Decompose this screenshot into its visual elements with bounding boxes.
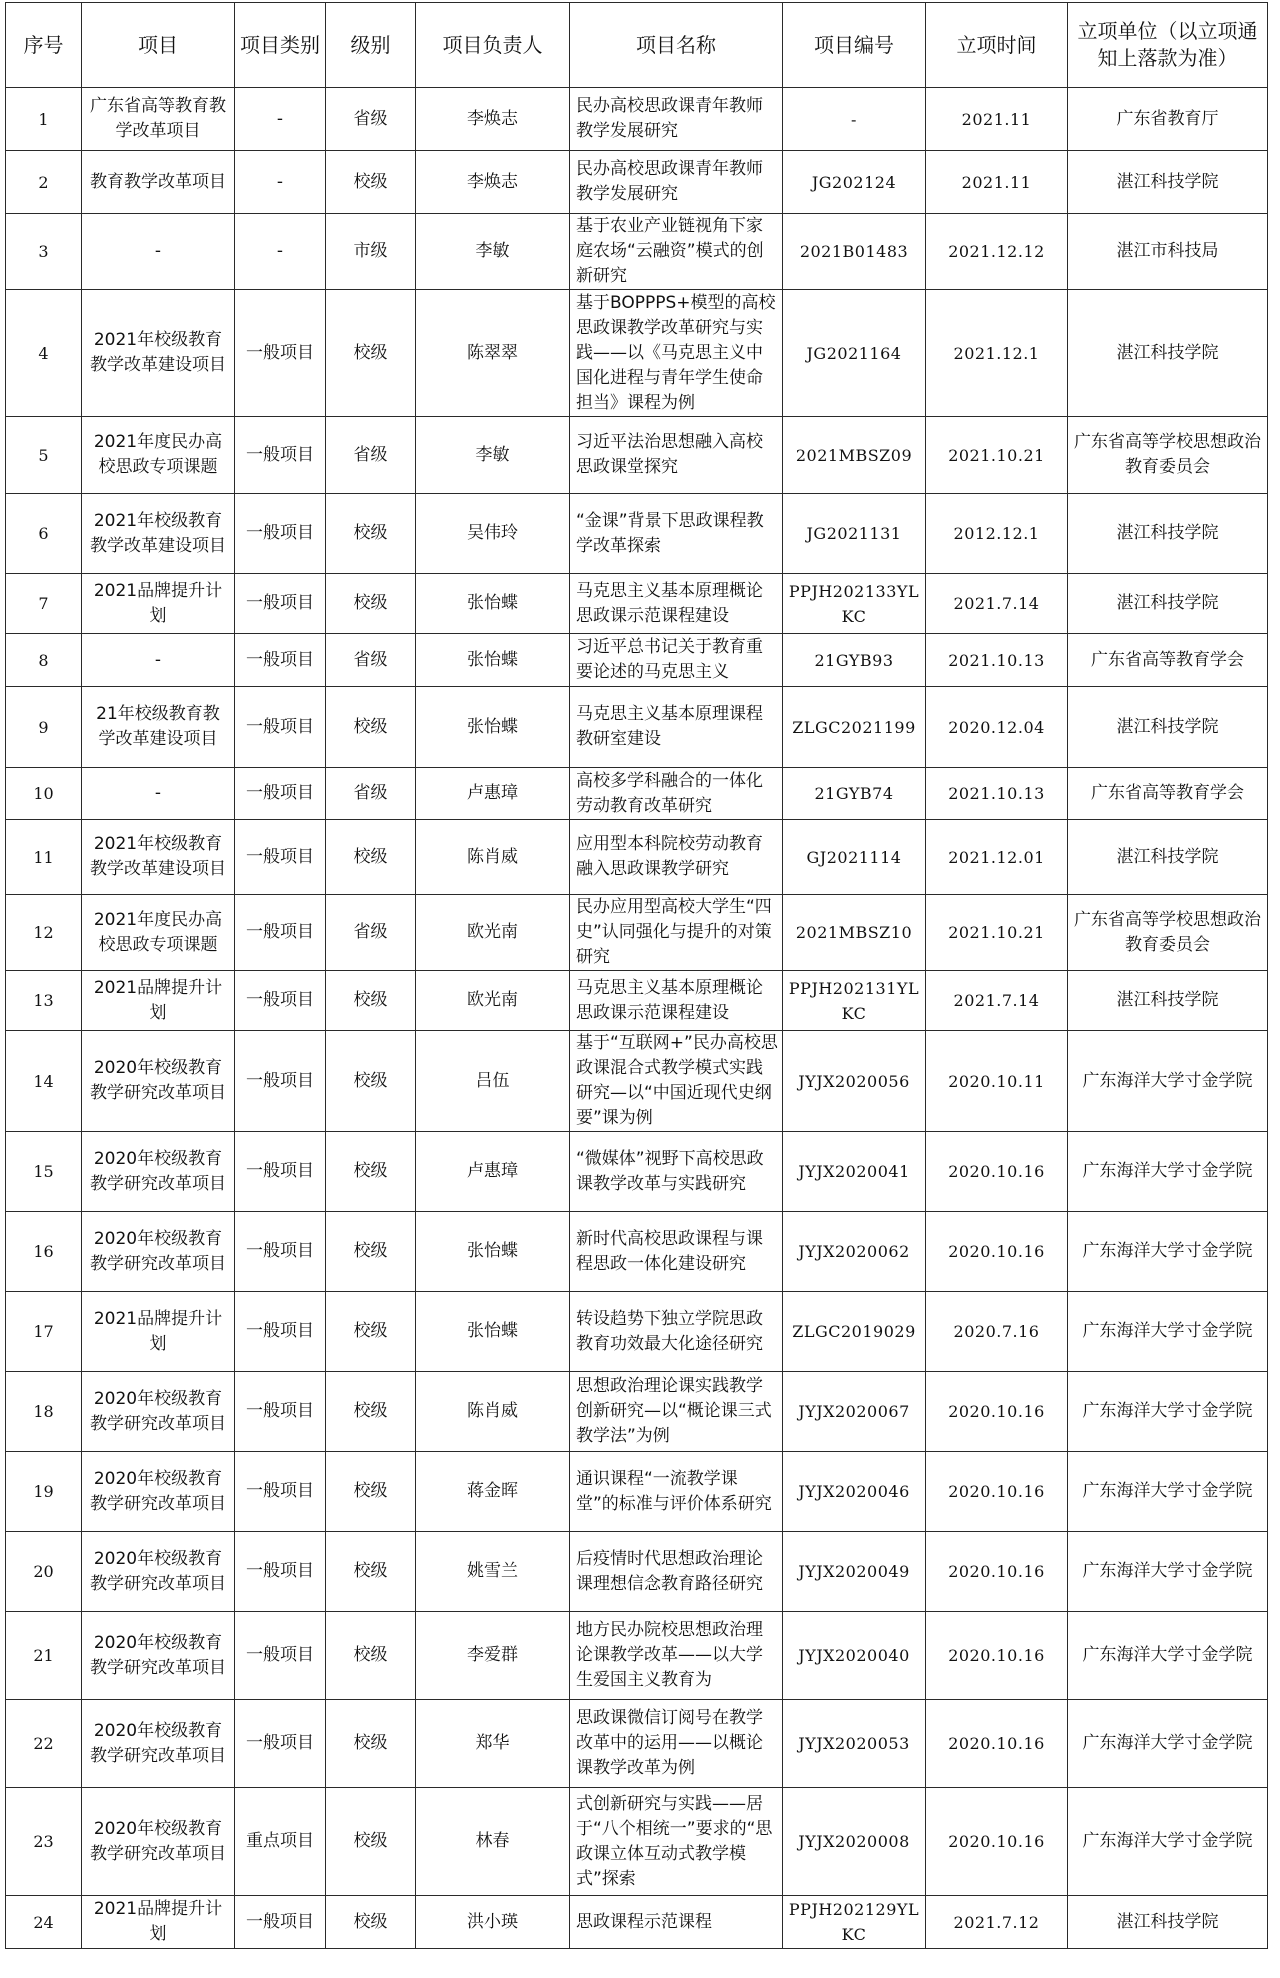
header-level: 级别	[326, 3, 416, 88]
table-row	[6, 290, 1268, 417]
cell-seq: 13	[6, 971, 82, 1031]
cell-category: -	[235, 88, 326, 151]
cell-code: -	[783, 88, 926, 151]
cell-date: 2021.11	[926, 151, 1068, 214]
cell-leader: 陈翠翠	[416, 290, 570, 417]
cell-project: -	[82, 768, 235, 820]
cell-level: 市级	[326, 214, 416, 290]
cell-name: 基于BOPPPS+模型的高校思政课教学改革研究与实践——以《马克思主义中国化进程与青年学生使命担当》课程为例	[570, 290, 783, 417]
table-row	[6, 971, 1268, 1031]
cell-leader: 郑华	[416, 1700, 570, 1788]
header-name: 项目名称	[570, 3, 783, 88]
cell-category: 一般项目	[235, 1212, 326, 1292]
cell-code: JYJX2020008	[783, 1788, 926, 1896]
cell-unit: 广东海洋大学寸金学院	[1068, 1212, 1268, 1292]
cell-unit: 湛江科技学院	[1068, 574, 1268, 634]
cell-date: 2021.10.13	[926, 768, 1068, 820]
header-code: 项目编号	[783, 3, 926, 88]
cell-level: 省级	[326, 88, 416, 151]
cell-seq: 4	[6, 290, 82, 417]
cell-date: 2020.10.16	[926, 1132, 1068, 1212]
cell-unit: 广东省高等学校思想政治教育委员会	[1068, 895, 1268, 971]
cell-code: PPJH202133YLKC	[783, 574, 926, 634]
cell-category: 一般项目	[235, 290, 326, 417]
header-leader: 项目负责人	[416, 3, 570, 88]
cell-leader: 蒋金晖	[416, 1452, 570, 1532]
cell-code: ZLGC2021199	[783, 687, 926, 768]
cell-name: 民办高校思政课青年教师教学发展研究	[570, 151, 783, 214]
cell-leader: 吕伍	[416, 1031, 570, 1132]
table-row	[6, 1612, 1268, 1700]
cell-unit: 广东海洋大学寸金学院	[1068, 1372, 1268, 1452]
cell-project: 2021年校级教育教学改革建设项目	[82, 290, 235, 417]
cell-category: 一般项目	[235, 895, 326, 971]
cell-unit: 广东海洋大学寸金学院	[1068, 1788, 1268, 1896]
cell-unit: 湛江科技学院	[1068, 687, 1268, 768]
cell-code: JYJX2020053	[783, 1700, 926, 1788]
table-row	[6, 687, 1268, 768]
cell-unit: 广东省高等教育学会	[1068, 768, 1268, 820]
cell-date: 2012.12.1	[926, 494, 1068, 574]
table-row	[6, 1700, 1268, 1788]
cell-name: 转设趋势下独立学院思政教育功效最大化途径研究	[570, 1292, 783, 1372]
cell-project: 2021年度民办高校思政专项课题	[82, 895, 235, 971]
cell-date: 2020.10.16	[926, 1788, 1068, 1896]
cell-name: 思政课程示范课程	[570, 1896, 783, 1949]
table-row	[6, 1132, 1268, 1212]
cell-code: JYJX2020049	[783, 1532, 926, 1612]
cell-date: 2020.10.16	[926, 1700, 1068, 1788]
cell-seq: 16	[6, 1212, 82, 1292]
cell-name: “金课”背景下思政课程教学改革探索	[570, 494, 783, 574]
cell-seq: 11	[6, 820, 82, 895]
cell-date: 2020.10.11	[926, 1031, 1068, 1132]
cell-project: 2020年校级教育教学研究改革项目	[82, 1031, 235, 1132]
cell-category: 一般项目	[235, 1132, 326, 1212]
cell-project: 2021年校级教育教学改革建设项目	[82, 494, 235, 574]
cell-leader: 张怡蝶	[416, 574, 570, 634]
cell-name: 习近平总书记关于教育重要论述的马克思主义	[570, 634, 783, 687]
cell-name: 思想政治理论课实践教学创新研究—以“概论课三式教学法”为例	[570, 1372, 783, 1452]
cell-level: 校级	[326, 971, 416, 1031]
cell-unit: 广东海洋大学寸金学院	[1068, 1132, 1268, 1212]
cell-seq: 1	[6, 88, 82, 151]
cell-project: 2021品牌提升计划	[82, 1896, 235, 1949]
table-row	[6, 88, 1268, 151]
cell-category: 一般项目	[235, 768, 326, 820]
cell-level: 校级	[326, 1132, 416, 1212]
header-category: 项目类别	[235, 3, 326, 88]
cell-code: JYJX2020041	[783, 1132, 926, 1212]
cell-seq: 18	[6, 1372, 82, 1452]
cell-code: JG2021131	[783, 494, 926, 574]
cell-category: 一般项目	[235, 417, 326, 494]
cell-seq: 21	[6, 1612, 82, 1700]
cell-seq: 6	[6, 494, 82, 574]
header-project: 项目	[82, 3, 235, 88]
cell-seq: 20	[6, 1532, 82, 1612]
cell-seq: 14	[6, 1031, 82, 1132]
table-row	[6, 1452, 1268, 1532]
cell-date: 2021.10.21	[926, 417, 1068, 494]
table-row	[6, 494, 1268, 574]
cell-unit: 湛江科技学院	[1068, 290, 1268, 417]
cell-name: 马克思主义基本原理课程教研室建设	[570, 687, 783, 768]
cell-unit: 广东省教育厅	[1068, 88, 1268, 151]
cell-level: 校级	[326, 1788, 416, 1896]
cell-unit: 广东海洋大学寸金学院	[1068, 1532, 1268, 1612]
cell-name: 通识课程“一流教学课堂”的标准与评价体系研究	[570, 1452, 783, 1532]
cell-level: 校级	[326, 687, 416, 768]
cell-name: 习近平法治思想融入高校思政课堂探究	[570, 417, 783, 494]
table-row	[6, 1532, 1268, 1612]
cell-level: 校级	[326, 151, 416, 214]
cell-category: 一般项目	[235, 1896, 326, 1949]
cell-category: 一般项目	[235, 634, 326, 687]
cell-date: 2021.10.13	[926, 634, 1068, 687]
cell-leader: 吴伟玲	[416, 494, 570, 574]
cell-project: 2020年校级教育教学研究改革项目	[82, 1372, 235, 1452]
cell-level: 省级	[326, 417, 416, 494]
cell-project: 2020年校级教育教学研究改革项目	[82, 1612, 235, 1700]
table-row	[6, 1788, 1268, 1896]
cell-code: JYJX2020056	[783, 1031, 926, 1132]
cell-level: 校级	[326, 1700, 416, 1788]
cell-level: 省级	[326, 768, 416, 820]
cell-category: -	[235, 214, 326, 290]
cell-unit: 湛江市科技局	[1068, 214, 1268, 290]
cell-name: 马克思主义基本原理概论思政课示范课程建设	[570, 971, 783, 1031]
cell-seq: 17	[6, 1292, 82, 1372]
cell-code: JYJX2020040	[783, 1612, 926, 1700]
cell-leader: 李焕志	[416, 151, 570, 214]
cell-seq: 10	[6, 768, 82, 820]
cell-category: 一般项目	[235, 494, 326, 574]
cell-leader: 张怡蝶	[416, 634, 570, 687]
cell-level: 校级	[326, 1452, 416, 1532]
project-list-sheet	[5, 2, 1267, 1949]
cell-category: -	[235, 151, 326, 214]
cell-date: 2021.7.12	[926, 1896, 1068, 1949]
cell-seq: 3	[6, 214, 82, 290]
cell-code: 2021B01483	[783, 214, 926, 290]
cell-date: 2020.10.16	[926, 1212, 1068, 1292]
cell-seq: 22	[6, 1700, 82, 1788]
cell-code: JYJX2020046	[783, 1452, 926, 1532]
cell-unit: 广东海洋大学寸金学院	[1068, 1031, 1268, 1132]
cell-seq: 12	[6, 895, 82, 971]
table-row	[6, 417, 1268, 494]
cell-date: 2020.10.16	[926, 1612, 1068, 1700]
cell-name: 新时代高校思政课程与课程思政一体化建设研究	[570, 1212, 783, 1292]
cell-level: 省级	[326, 895, 416, 971]
cell-date: 2021.10.21	[926, 895, 1068, 971]
cell-level: 校级	[326, 1612, 416, 1700]
cell-date: 2021.12.01	[926, 820, 1068, 895]
cell-code: 2021MBSZ10	[783, 895, 926, 971]
cell-leader: 张怡蝶	[416, 1212, 570, 1292]
cell-category: 一般项目	[235, 1372, 326, 1452]
cell-name: 民办应用型高校大学生“四史”认同强化与提升的对策研究	[570, 895, 783, 971]
cell-code: JG2021164	[783, 290, 926, 417]
cell-date: 2020.7.16	[926, 1292, 1068, 1372]
cell-unit: 广东省高等学校思想政治教育委员会	[1068, 417, 1268, 494]
cell-unit: 湛江科技学院	[1068, 151, 1268, 214]
cell-category: 一般项目	[235, 687, 326, 768]
cell-seq: 19	[6, 1452, 82, 1532]
cell-unit: 湛江科技学院	[1068, 1896, 1268, 1949]
cell-leader: 欧光南	[416, 971, 570, 1031]
cell-level: 校级	[326, 1292, 416, 1372]
cell-project: -	[82, 634, 235, 687]
table-row	[6, 1372, 1268, 1452]
cell-date: 2021.7.14	[926, 574, 1068, 634]
cell-date: 2021.11	[926, 88, 1068, 151]
cell-date: 2021.12.12	[926, 214, 1068, 290]
cell-project: 2021品牌提升计划	[82, 1292, 235, 1372]
cell-date: 2021.7.14	[926, 971, 1068, 1031]
cell-name: 思政课微信订阅号在教学改革中的运用——以概论课教学改革为例	[570, 1700, 783, 1788]
cell-leader: 张怡蝶	[416, 687, 570, 768]
cell-leader: 卢惠璋	[416, 768, 570, 820]
cell-leader: 林春	[416, 1788, 570, 1896]
cell-category: 一般项目	[235, 1292, 326, 1372]
cell-leader: 欧光南	[416, 895, 570, 971]
cell-unit: 广东海洋大学寸金学院	[1068, 1700, 1268, 1788]
table-row	[6, 895, 1268, 971]
cell-level: 省级	[326, 634, 416, 687]
cell-unit: 广东省高等教育学会	[1068, 634, 1268, 687]
cell-level: 校级	[326, 574, 416, 634]
cell-level: 校级	[326, 1896, 416, 1949]
cell-name: 基于“互联网+”民办高校思政课混合式教学模式实践研究—以“中国近现代史纲要”课为例	[570, 1031, 783, 1132]
cell-category: 一般项目	[235, 1612, 326, 1700]
cell-unit: 湛江科技学院	[1068, 971, 1268, 1031]
cell-code: 21GYB93	[783, 634, 926, 687]
header-row	[6, 3, 1268, 88]
cell-project: 2021品牌提升计划	[82, 574, 235, 634]
table-row	[6, 768, 1268, 820]
cell-code: JYJX2020067	[783, 1372, 926, 1452]
cell-leader: 李敏	[416, 214, 570, 290]
cell-seq: 8	[6, 634, 82, 687]
cell-leader: 卢惠璋	[416, 1132, 570, 1212]
cell-category: 一般项目	[235, 574, 326, 634]
cell-level: 校级	[326, 1212, 416, 1292]
cell-seq: 24	[6, 1896, 82, 1949]
cell-code: JG202124	[783, 151, 926, 214]
cell-category: 一般项目	[235, 1532, 326, 1612]
table-row	[6, 1212, 1268, 1292]
cell-unit: 广东海洋大学寸金学院	[1068, 1292, 1268, 1372]
table-row	[6, 1292, 1268, 1372]
cell-category: 一般项目	[235, 1031, 326, 1132]
cell-unit: 湛江科技学院	[1068, 494, 1268, 574]
cell-project: 2020年校级教育教学研究改革项目	[82, 1788, 235, 1896]
table-row	[6, 1896, 1268, 1949]
cell-code: 2021MBSZ09	[783, 417, 926, 494]
header-seq: 序号	[6, 3, 82, 88]
cell-name: “微媒体”视野下高校思政课教学改革与实践研究	[570, 1132, 783, 1212]
table-row	[6, 1031, 1268, 1132]
cell-unit: 湛江科技学院	[1068, 820, 1268, 895]
cell-code: GJ2021114	[783, 820, 926, 895]
cell-date: 2021.12.1	[926, 290, 1068, 417]
cell-code: 21GYB74	[783, 768, 926, 820]
cell-project: 2020年校级教育教学研究改革项目	[82, 1452, 235, 1532]
cell-level: 校级	[326, 1031, 416, 1132]
cell-name: 基于农业产业链视角下家庭农场“云融资”模式的创新研究	[570, 214, 783, 290]
cell-project: 2021年校级教育教学改革建设项目	[82, 820, 235, 895]
cell-project: 2020年校级教育教学研究改革项目	[82, 1700, 235, 1788]
header-unit: 立项单位（以立项通知上落款为准）	[1068, 3, 1268, 88]
cell-name: 地方民办院校思想政治理论课教学改革——以大学生爱国主义教育为	[570, 1612, 783, 1700]
cell-category: 一般项目	[235, 820, 326, 895]
cell-leader: 李爱群	[416, 1612, 570, 1700]
header-date: 立项时间	[926, 3, 1068, 88]
cell-project: 2021品牌提升计划	[82, 971, 235, 1031]
cell-code: ZLGC2019029	[783, 1292, 926, 1372]
table-row	[6, 214, 1268, 290]
cell-category: 重点项目	[235, 1788, 326, 1896]
cell-date: 2020.12.04	[926, 687, 1068, 768]
cell-code: PPJH202129YLKC	[783, 1896, 926, 1949]
cell-name: 应用型本科院校劳动教育融入思政课教学研究	[570, 820, 783, 895]
cell-project: 教育教学改革项目	[82, 151, 235, 214]
cell-level: 校级	[326, 494, 416, 574]
cell-name: 民办高校思政课青年教师教学发展研究	[570, 88, 783, 151]
table-row	[6, 151, 1268, 214]
cell-category: 一般项目	[235, 971, 326, 1031]
cell-leader: 姚雪兰	[416, 1532, 570, 1612]
cell-seq: 7	[6, 574, 82, 634]
table-row	[6, 820, 1268, 895]
cell-project: 2020年校级教育教学研究改革项目	[82, 1132, 235, 1212]
cell-level: 校级	[326, 1532, 416, 1612]
cell-seq: 15	[6, 1132, 82, 1212]
cell-leader: 李敏	[416, 417, 570, 494]
cell-unit: 广东海洋大学寸金学院	[1068, 1612, 1268, 1700]
cell-project: 21年校级教育教学改革建设项目	[82, 687, 235, 768]
cell-name: 高校多学科融合的一体化劳动教育改革研究	[570, 768, 783, 820]
cell-category: 一般项目	[235, 1700, 326, 1788]
project-table	[5, 2, 1268, 1949]
cell-code: JYJX2020062	[783, 1212, 926, 1292]
table-row	[6, 634, 1268, 687]
cell-project: 2020年校级教育教学研究改革项目	[82, 1212, 235, 1292]
cell-level: 校级	[326, 290, 416, 417]
cell-project: 2021年度民办高校思政专项课题	[82, 417, 235, 494]
cell-category: 一般项目	[235, 1452, 326, 1532]
cell-level: 校级	[326, 1372, 416, 1452]
cell-leader: 李焕志	[416, 88, 570, 151]
cell-leader: 张怡蝶	[416, 1292, 570, 1372]
cell-project: 2020年校级教育教学研究改革项目	[82, 1532, 235, 1612]
cell-date: 2020.10.16	[926, 1372, 1068, 1452]
cell-code: PPJH202131YLKC	[783, 971, 926, 1031]
cell-seq: 23	[6, 1788, 82, 1896]
cell-seq: 2	[6, 151, 82, 214]
cell-leader: 陈肖威	[416, 1372, 570, 1452]
cell-level: 校级	[326, 820, 416, 895]
cell-name: 马克思主义基本原理概论思政课示范课程建设	[570, 574, 783, 634]
cell-unit: 广东海洋大学寸金学院	[1068, 1452, 1268, 1532]
table-row	[6, 574, 1268, 634]
cell-date: 2020.10.16	[926, 1532, 1068, 1612]
cell-project: -	[82, 214, 235, 290]
cell-date: 2020.10.16	[926, 1452, 1068, 1532]
cell-seq: 9	[6, 687, 82, 768]
cell-name: 后疫情时代思想政治理论课理想信念教育路径研究	[570, 1532, 783, 1612]
cell-project: 广东省高等教育教学改革项目	[82, 88, 235, 151]
cell-seq: 5	[6, 417, 82, 494]
cell-leader: 洪小瑛	[416, 1896, 570, 1949]
cell-leader: 陈肖威	[416, 820, 570, 895]
cell-name: 式创新研究与实践——居于“八个相统一”要求的“思政课立体互动式教学模式”探索	[570, 1788, 783, 1896]
